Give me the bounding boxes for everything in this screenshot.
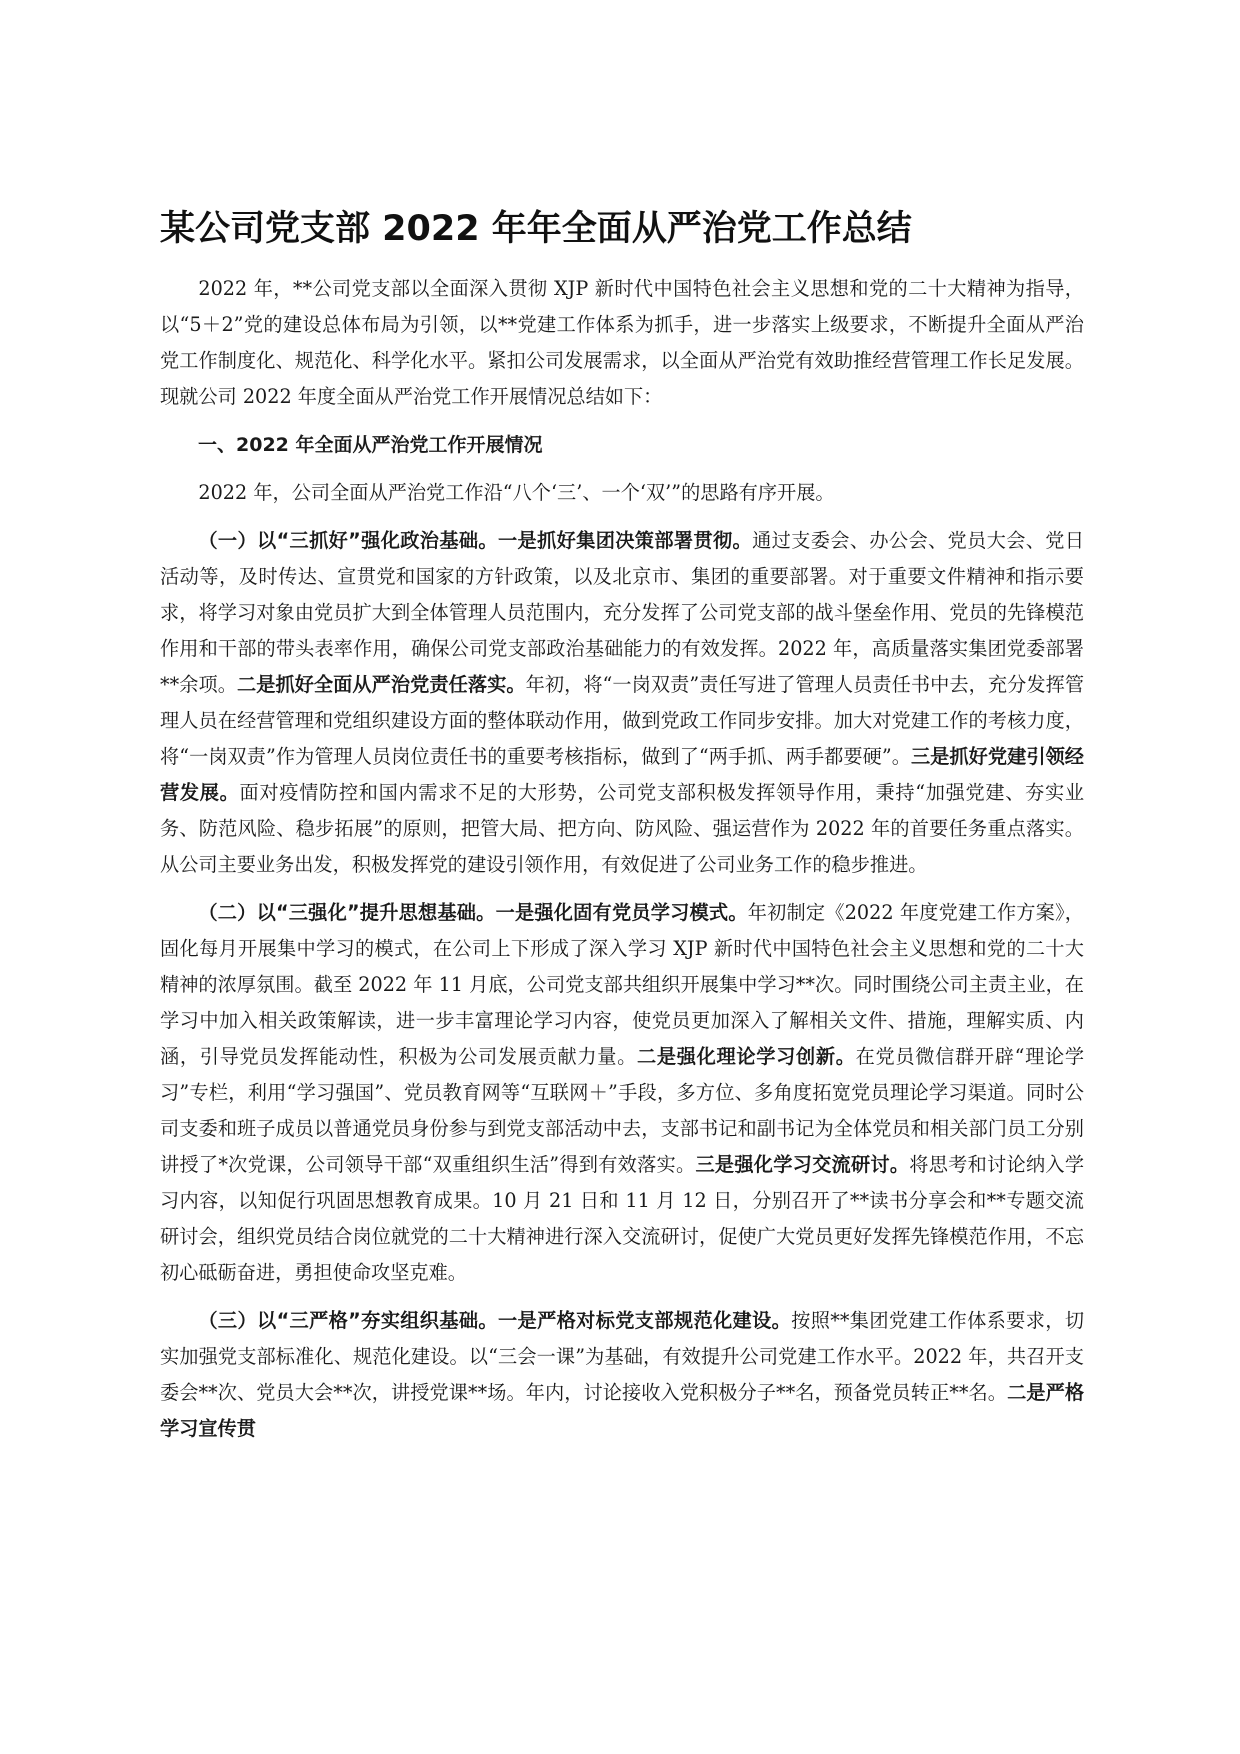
part-3-point-1-text: 按照**集团党建工作体系要求，切实加强党支部标准化、规范化建设。以“三会一课”为基础，有效提升公司党建工作水平。2022 年，共召开支委会**次、党员大会**次，讲授党课**场。年内，讨论接收入党积极分子**名，预备党员转正**名。: [160, 1309, 1085, 1404]
part-1-point-3-text: 面对疫情防控和国内需求不足的大形势，公司党支部积极发挥领导作用，秉持“加强党建、夯实业务、防范风险、稳步拓展”的原则，把管大局、把方向、防风险、强运营作为 2022 年的首要任务重点落实。从公司主要业务出发，积极发挥党的建设引领作用，有效促进了公司业务工作的稳步推进。: [160, 781, 1085, 876]
document-title: 某公司党支部 2022 年年全面从严治党工作总结: [160, 209, 912, 249]
section-heading: 一、2022 年全面从严治党工作开展情况: [198, 434, 543, 456]
part-2-point-3-text: 将思考和讨论纳入学习内容，以知促行巩固思想教育成果。10 月 21 日和 11 月 12 日，分别召开了**读书分享会和**专题交流研讨会，组织党员结合岗位就党的二十大精神进行深入交流研讨，促使广大党员更好发挥先锋模范作用，不忘初心砥砺奋进，勇担使命攻坚克难。: [160, 1153, 1085, 1284]
part-2-point-2-text: 在党员微信群开辟“理论学习”专栏，利用“学习强国”、党员教育网等“互联网＋”手段，多方位、多角度拓宽党员理论学习渠道。同时公司支委和班子成员以普通党员身份参与到党支部活动中去，支部书记和副书记为全体党员和相关部门员工分别讲授了*次党课，公司领导干部“双重组织生活”得到有效落实。: [160, 1045, 1085, 1176]
part-2-heading: （二）以“三强化”提升思想基础。: [198, 901, 496, 924]
part-1-heading: （一）以“三抓好”强化政治基础。: [198, 529, 498, 552]
part-3-heading: （三）以“三严格”夯实组织基础。: [198, 1309, 498, 1332]
section-summary-paragraph: 2022 年，公司全面从严治党工作沿“八个‘三’、一个‘双’”的思路有序开展。: [198, 481, 835, 504]
part-1-point-1-text: 通过支委会、办公会、党员大会、党日活动等，及时传达、宣贯党和国家的方针政策，以及北京市、集团的重要部署。对于重要文件精神和指示要求，将学习对象由党员扩大到全体管理人员范围内，充分发挥了公司党支部的战斗堡垒作用、党员的先锋模范作用和干部的带头表率作用，确保公司党支部政治基础能力的有效发挥。2022 年，高质量落实集团党委部署**余项。: [160, 529, 1085, 696]
intro-paragraph: 2022 年，**公司党支部以全面深入贯彻 XJP 新时代中国特色社会主义思想和党的二十大精神为指导，以“5＋2”党的建设总体布局为引领，以**党建工作体系为抓手，进一步落实上级要求，不断提升全面从严治党工作制度化、规范化、科学化水平。紧扣公司发展需求，以全面从严治党有效助推经营管理工作长足发展。现就公司 2022 年度全面从严治党工作开展情况总结如下：: [160, 277, 1084, 408]
part-2-point-1-title: 一是强化固有党员学习模式。: [495, 901, 748, 924]
part-3-point-2-title: 二是严格学习宣传贯: [160, 1381, 1085, 1440]
part-1-paragraph: [160, 523, 1084, 883]
part-2-point-2-title: 二是强化理论学习创新。: [636, 1045, 856, 1068]
part-1-point-2-title: 二是抓好全面从严治党责任落实。: [236, 673, 526, 696]
part-1-point-3-title: 三是抓好党建引领经营发展。: [160, 745, 1084, 804]
part-3-paragraph: [160, 1303, 1084, 1447]
part-2-point-3-title: 三是强化学习交流研讨。: [695, 1153, 910, 1176]
document-body: [160, 271, 1084, 1459]
part-2-point-1-text: 年初制定《2022 年度党建工作方案》，固化每月开展集中学习的模式，在公司上下形成了深入学习 XJP 新时代中国特色社会主义思想和党的二十大精神的浓厚氛围。截至 2022 年 11 月底，公司党支部共组织开展集中学习**次。同时围绕公司主责主业，在学习中加入相关政策解读，进一步丰富理论学习内容，使党员更加深入了解相关文件、措施，理解实质、内涵，引导党员发挥能动性，积极为公司发展贡献力量。: [160, 901, 1084, 1068]
part-1-point-1-title: 一是抓好集团决策部署贯彻。: [497, 529, 753, 552]
part-1-point-2-text: 年初，将“一岗双责”责任写进了管理人员责任书中去，充分发挥管理人员在经营管理和党组织建设方面的整体联动作用，做到党政工作同步安排。加大对党建工作的考核力度，将“一岗双责”作为管理人员岗位责任书的重要考核指标，做到了“两手抓、两手都要硬”。: [160, 673, 1085, 768]
part-2-paragraph: [160, 895, 1084, 1291]
part-3-point-1-title: 一是严格对标党支部规范化建设。: [497, 1309, 792, 1332]
